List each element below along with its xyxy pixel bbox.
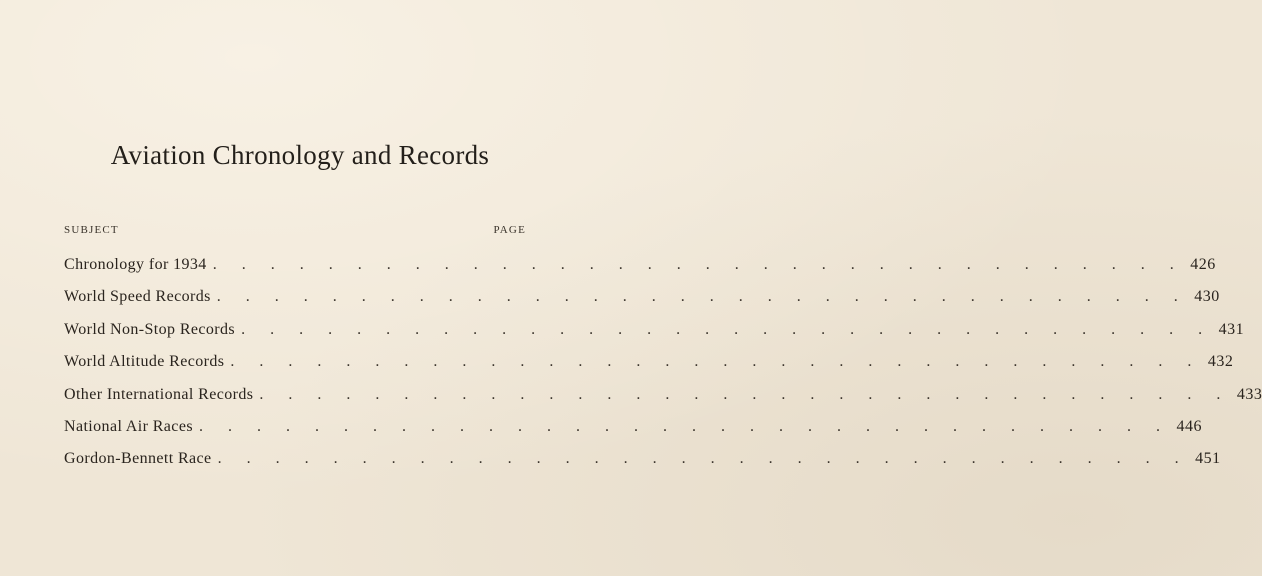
toc-entry-page: 451	[1195, 450, 1221, 468]
toc-entry-page: 446	[1176, 417, 1202, 435]
toc-entry-page: 431	[1218, 320, 1245, 338]
dot-leader: . . . . . . . . . . . . . . . . . . . . . . . . . . . . . . . . . .	[230, 353, 1202, 371]
dot-leader: . . . . . . . . . . . . . . . . . . . . . . . . . . . . . . . . . .	[198, 417, 1171, 435]
toc-entry-label: World Altitude Records	[64, 353, 225, 371]
toc-entry-label: National Air Races	[64, 417, 193, 435]
subject-column-header: SUBJECT	[64, 224, 119, 236]
dot-leader: . . . . . . . . . . . . . . . . . . . . . . . . . . . . . . . . . .	[259, 385, 1231, 403]
toc-entry-label: Chronology for 1934	[64, 256, 207, 273]
toc-entry-page: 426	[1190, 256, 1216, 273]
toc-entry-page: 433	[1236, 385, 1262, 403]
page-column-header: PAGE	[493, 224, 526, 236]
toc-entry-national-air-races	[64, 417, 1202, 450]
dot-leader: . . . . . . . . . . . . . . . . . . . . . . . . . . . . . . . . . .	[216, 288, 1189, 306]
toc-entry-label: World Speed Records	[64, 288, 211, 306]
page-title: Aviation Chronology and Records	[110, 140, 490, 170]
toc-entry-label: World Non-Stop Records	[64, 320, 236, 338]
dot-leader: . . . . . . . . . . . . . . . . . . . . . . . . . . . . . . . . . .	[241, 320, 1213, 338]
toc-entry-altitude-records	[64, 353, 1234, 385]
toc-entry-page: 430	[1194, 288, 1220, 306]
toc-entry-international-records	[64, 385, 1262, 418]
toc-entry-gordon-bennett-race	[64, 450, 1221, 482]
toc-entry-non-stop-records	[64, 320, 1245, 353]
dot-leader: . . . . . . . . . . . . . . . . . . . . . . . . . . . . . . . . . .	[212, 256, 1185, 273]
toc-entry-chronology	[64, 256, 1216, 288]
toc-entry-label: Gordon-Bennett Race	[64, 450, 212, 468]
toc-entry-label: Other International Records	[64, 385, 254, 403]
toc-entry-page: 432	[1207, 353, 1234, 371]
table-of-contents	[64, 256, 1262, 483]
toc-entry-speed-records	[64, 288, 1220, 320]
dot-leader: . . . . . . . . . . . . . . . . . . . . . . . . . . . . . . . . . .	[217, 450, 1190, 468]
